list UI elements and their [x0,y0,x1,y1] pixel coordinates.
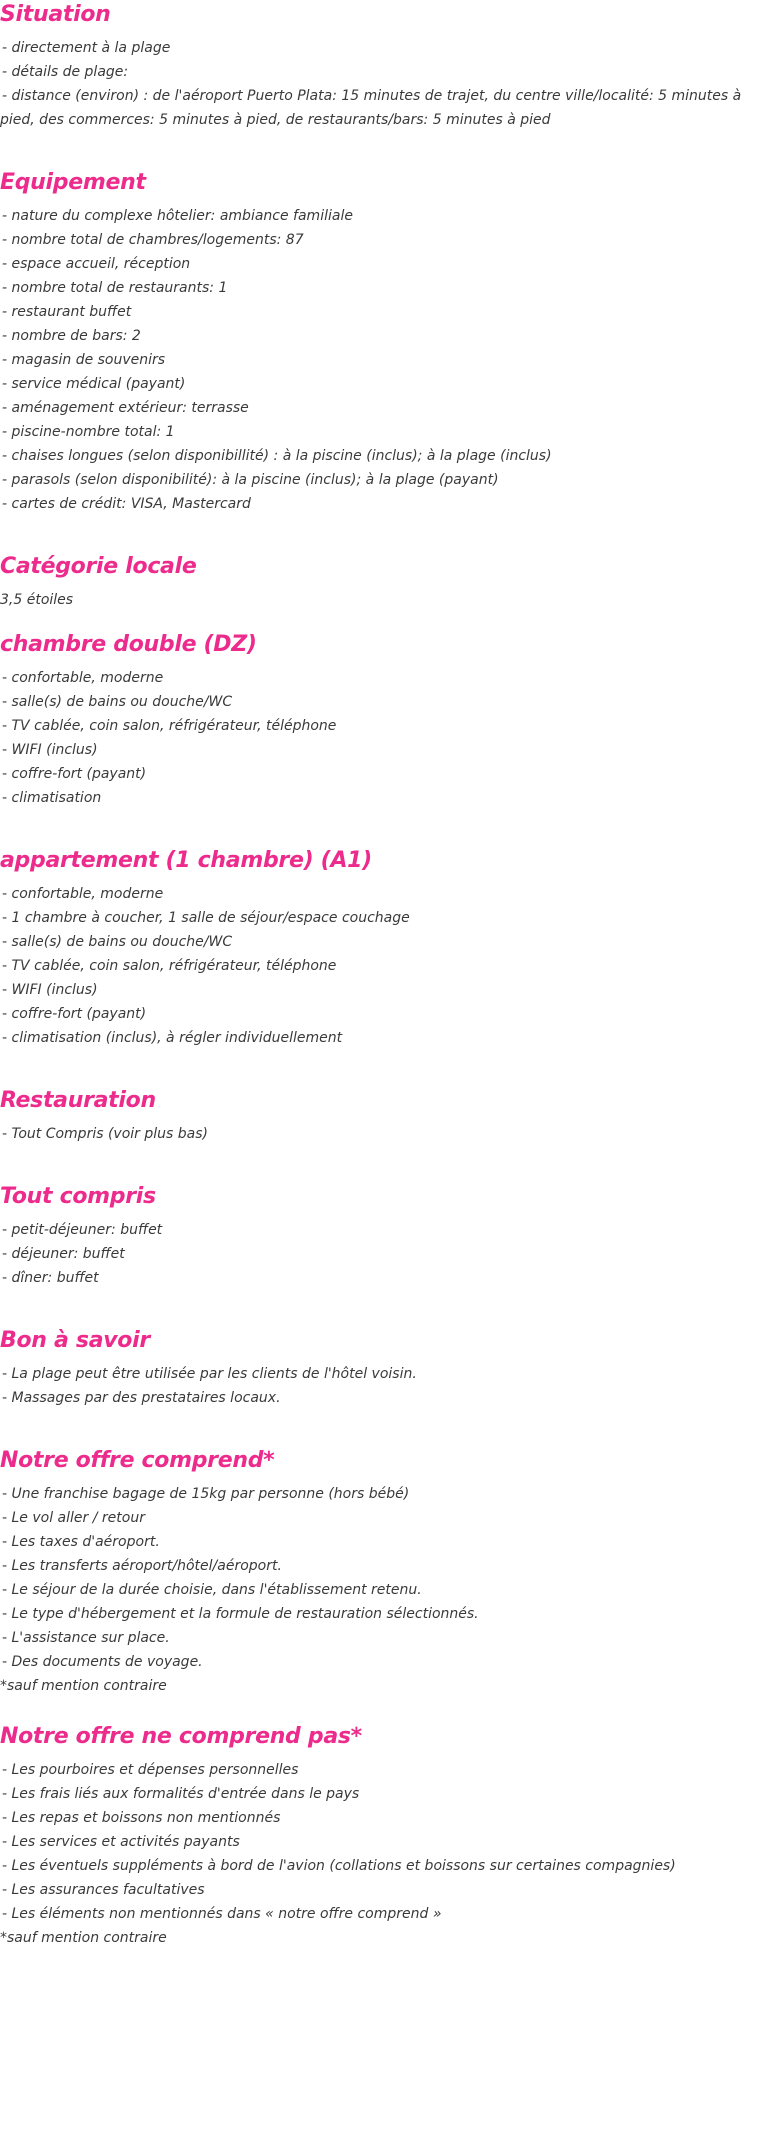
list-item: - service médical (payant) [2,376,186,392]
section-title-categorie: Catégorie locale [0,554,197,579]
list-item: - Les repas et boissons non mentionnés [2,1810,281,1826]
section-chambre-double [0,630,758,810]
list-item: - Les éventuels suppléments à bord de l'avion (collations et boissons sur certaines compagnies) [2,1858,676,1874]
section-tout-compris [0,1182,758,1290]
bon-a-savoir-list [0,1362,758,1410]
list-item: - Les frais liés aux formalités d'entrée dans le pays [2,1786,360,1802]
section-categorie [0,552,758,612]
list-item: - Les pourboires et dépenses personnelles [2,1762,299,1778]
section-title-situation: Situation [0,2,111,27]
offre-comprend-list [0,1482,758,1674]
section-title-equipement: Equipement [0,170,146,195]
chambre-double-list [0,666,758,810]
section-title-tout-compris: Tout compris [0,1184,156,1209]
list-item: - TV cablée, coin salon, réfrigérateur, téléphone [2,958,337,974]
offre-ne-comprend-pas-footnote: *sauf mention contraire [0,1930,167,1946]
list-item: - nombre total de restaurants: 1 [2,280,228,296]
section-title-bon-a-savoir: Bon à savoir [0,1328,150,1353]
list-item: - Des documents de voyage. [2,1654,203,1670]
categorie-value: 3,5 étoiles [0,592,74,608]
section-situation [0,0,758,132]
section-offre-ne-comprend-pas [0,1722,758,1950]
section-title-offre-ne-comprend-pas: Notre offre ne comprend pas* [0,1724,362,1749]
list-item: - espace accueil, réception [2,256,191,272]
list-item: - directement à la plage [2,40,171,56]
list-item: - nombre total de chambres/logements: 87 [2,232,304,248]
list-item: - Le type d'hébergement et la formule de restauration sélectionnés. [2,1606,479,1622]
list-item: - Les assurances facultatives [2,1882,205,1898]
list-item: - Le séjour de la durée choisie, dans l'établissement retenu. [2,1582,422,1598]
list-item: - restaurant buffet [2,304,132,320]
list-item: - aménagement extérieur: terrasse [2,400,249,416]
list-item: - Tout Compris (voir plus bas) [2,1126,208,1142]
list-item: - coffre-fort (payant) [2,766,147,782]
list-item: - chaises longues (selon disponibillité) : à la piscine (inclus); à la plage (inclus) [2,448,552,464]
list-item: - nombre de bars: 2 [2,328,141,344]
tout-compris-list [0,1218,758,1290]
restauration-list [0,1122,758,1146]
list-item: - distance (environ) : de l'aéroport Puerto Plata: 15 minutes de trajet, du centre ville/localité: 5 minutes à pied, des commerces: 5 minutes à pied, de restaurants/bars: 5 minutes à pied [0,88,742,128]
list-item: - détails de plage: [2,64,129,80]
section-title-chambre-double: chambre double (DZ) [0,632,257,657]
equipement-list [0,204,758,516]
list-item: - WIFI (inclus) [2,742,98,758]
list-item: - 1 chambre à coucher, 1 salle de séjour/espace couchage [2,910,410,926]
list-item: - climatisation (inclus), à régler individuellement [2,1030,343,1046]
list-item: - climatisation [2,790,102,806]
list-item: - dîner: buffet [2,1270,99,1286]
list-item: - Les éléments non mentionnés dans « notre offre comprend » [2,1906,442,1922]
appartement-list [0,882,758,1050]
list-item: - parasols (selon disponibilité): à la piscine (inclus); à la plage (payant) [2,472,499,488]
list-item: - petit-déjeuner: buffet [2,1222,163,1238]
list-item: - nature du complexe hôtelier: ambiance familiale [2,208,353,224]
section-title-appartement: appartement (1 chambre) (A1) [0,848,372,873]
list-item: - piscine-nombre total: 1 [2,424,175,440]
list-item: - Le vol aller / retour [2,1510,145,1526]
list-item: - WIFI (inclus) [2,982,98,998]
section-title-offre-comprend: Notre offre comprend* [0,1448,275,1473]
section-appartement [0,846,758,1050]
list-item: - salle(s) de bains ou douche/WC [2,934,233,950]
list-item: - L'assistance sur place. [2,1630,170,1646]
list-item: - salle(s) de bains ou douche/WC [2,694,233,710]
list-item: - cartes de crédit: VISA, Mastercard [2,496,251,512]
situation-list [0,36,758,132]
list-item: - La plage peut être utilisée par les clients de l'hôtel voisin. [2,1366,417,1382]
section-restauration [0,1086,758,1146]
list-item: - Une franchise bagage de 15kg par personne (hors bébé) [2,1486,410,1502]
section-title-restauration: Restauration [0,1088,156,1113]
list-item: - déjeuner: buffet [2,1246,125,1262]
list-item: - TV cablée, coin salon, réfrigérateur, téléphone [2,718,337,734]
list-item: - Les transferts aéroport/hôtel/aéroport. [2,1558,282,1574]
list-item: - Massages par des prestataires locaux. [2,1390,281,1406]
list-item: - Les taxes d'aéroport. [2,1534,160,1550]
list-item: - Les services et activités payants [2,1834,240,1850]
list-item: - confortable, moderne [2,886,164,902]
offre-comprend-footnote: *sauf mention contraire [0,1678,167,1694]
offre-ne-comprend-pas-list [0,1758,758,1926]
section-bon-a-savoir [0,1326,758,1410]
section-offre-comprend [0,1446,758,1698]
list-item: - coffre-fort (payant) [2,1006,147,1022]
section-equipement [0,168,758,516]
list-item: - magasin de souvenirs [2,352,166,368]
list-item: - confortable, moderne [2,670,164,686]
